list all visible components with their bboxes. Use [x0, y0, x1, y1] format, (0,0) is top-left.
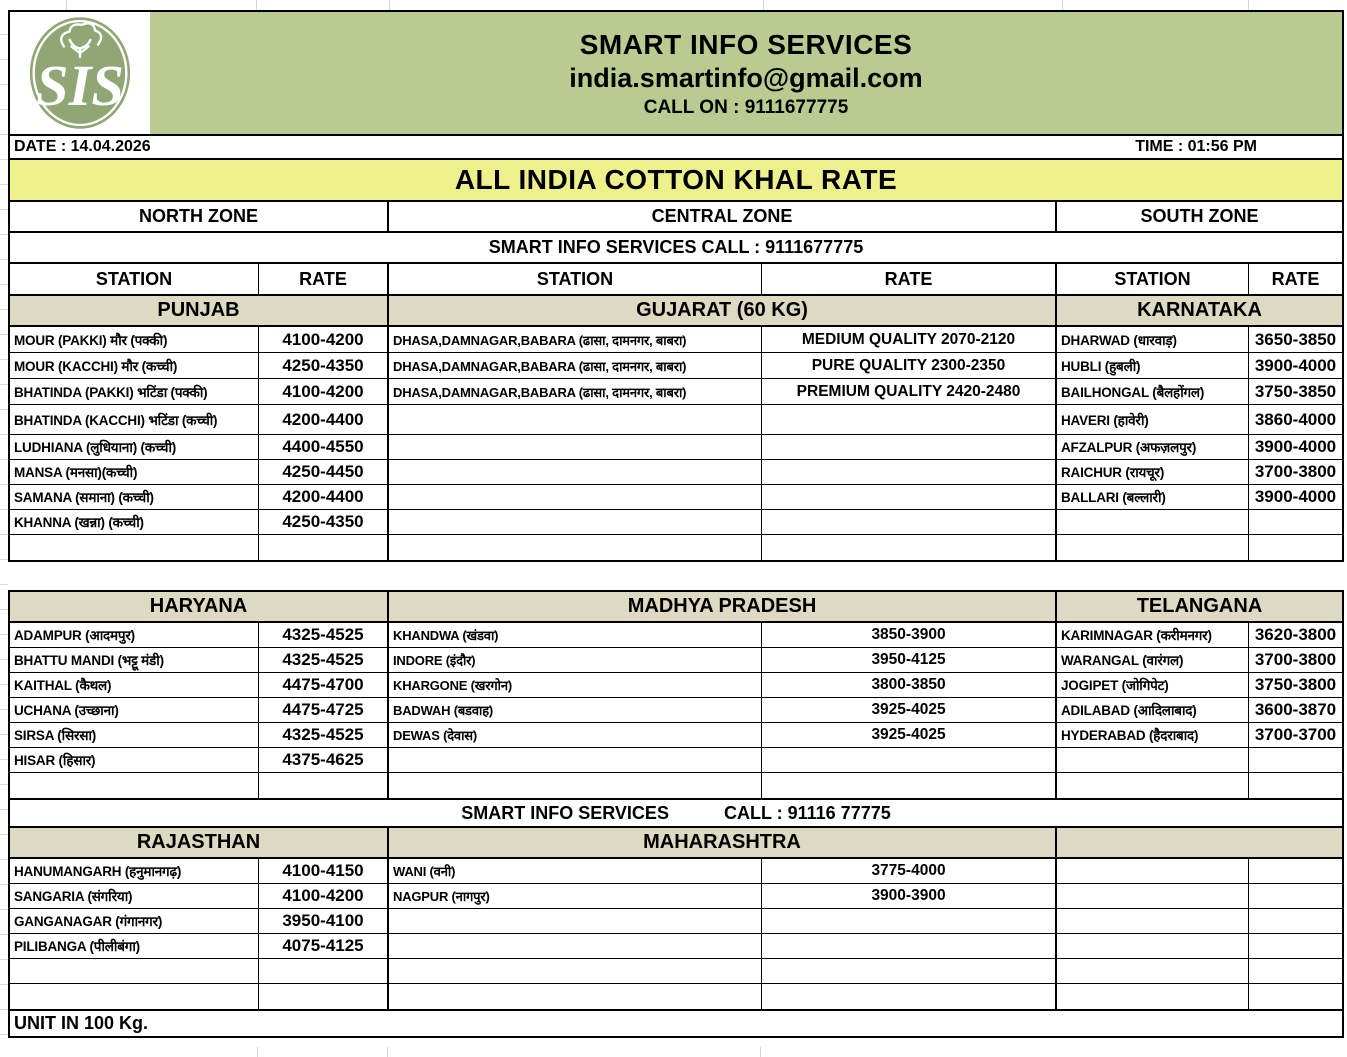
- rate-cell: 4200-4400: [259, 405, 389, 435]
- rate-cell: 4250-4350: [259, 353, 389, 379]
- rate-cell: [762, 460, 1057, 485]
- rate-cell: [1249, 535, 1342, 560]
- rate-cell: 3700-3700: [1249, 723, 1342, 748]
- station-cell: [389, 405, 762, 435]
- station-cell: [1057, 773, 1249, 798]
- section-header: MADHYA PRADESH: [389, 592, 1057, 621]
- info-mid-right: CALL : 91116 77775: [723, 802, 891, 823]
- zone-header-row: [8, 200, 1344, 233]
- station-cell: HUBLI (हुबली): [1057, 353, 1249, 379]
- station-cell: WARANGAL (वारंगल): [1057, 648, 1249, 673]
- rate-cell: 3775-4000: [762, 859, 1057, 884]
- rate-cell: 4100-4200: [259, 884, 389, 909]
- column-header: STATION: [389, 264, 762, 294]
- station-cell: [389, 748, 762, 773]
- rate-cell: [1249, 934, 1342, 959]
- rate-cell: [762, 984, 1057, 1009]
- rate-cell: PREMIUM QUALITY 2420-2480: [762, 379, 1057, 405]
- station-cell: [389, 435, 762, 460]
- column-header: STATION: [1057, 264, 1249, 294]
- table-row: [10, 327, 1342, 353]
- rate-cell: [1249, 884, 1342, 909]
- station-cell: KARIMNAGAR (करीमनगर): [1057, 623, 1249, 648]
- rate-cell: 4400-4550: [259, 435, 389, 460]
- rate-cell: [1249, 859, 1342, 884]
- time-label: TIME : 01:56 PM: [1135, 138, 1257, 155]
- table-row: [10, 485, 1342, 510]
- station-cell: RAICHUR (रायचूर): [1057, 460, 1249, 485]
- spacer: [8, 562, 1344, 590]
- rate-cell: [762, 405, 1057, 435]
- rate-cell: 4325-4525: [259, 648, 389, 673]
- station-cell: [389, 984, 762, 1009]
- rate-cell: 3700-3800: [1249, 460, 1342, 485]
- station-cell: JOGIPET (जोगिपेट): [1057, 673, 1249, 698]
- rate-cell: 4200-4400: [259, 485, 389, 510]
- station-cell: NAGPUR (नागपुर): [389, 884, 762, 909]
- rate-cell: [762, 909, 1057, 934]
- table-row: [10, 859, 1342, 884]
- table-row: [10, 535, 1342, 560]
- table-row: [10, 510, 1342, 535]
- station-cell: DHASA,DAMNAGAR,BABARA (ढासा, दामनगर, बाबरा): [389, 353, 762, 379]
- rate-cell: 3925-4025: [762, 723, 1057, 748]
- station-cell: KHANDWA (खंडवा): [389, 623, 762, 648]
- station-cell: HYDERABAD (हैदराबाद): [1057, 723, 1249, 748]
- station-cell: SIRSA (सिरसा): [10, 723, 259, 748]
- station-cell: [10, 773, 259, 798]
- station-cell: [389, 934, 762, 959]
- station-cell: [1057, 859, 1249, 884]
- table-row: [10, 773, 1342, 798]
- rate-cell: 3900-4000: [1249, 485, 1342, 510]
- rate-cell: 4375-4625: [259, 748, 389, 773]
- rate-cell: 3620-3800: [1249, 623, 1342, 648]
- company-call-on: CALL ON : 9111677775: [643, 96, 849, 118]
- table-row: [10, 435, 1342, 460]
- table-row: [10, 723, 1342, 748]
- station-cell: [10, 535, 259, 560]
- gridline: [387, 1047, 388, 1057]
- rate-cell: 4250-4450: [259, 460, 389, 485]
- rate-cell: 4475-4725: [259, 698, 389, 723]
- zone-header: SOUTH ZONE: [1140, 206, 1259, 226]
- station-cell: MOUR (PAKKI) मौर (पक्की): [10, 327, 259, 353]
- gridline: [256, 0, 257, 10]
- rate-cell: [259, 984, 389, 1009]
- rate-cell: [762, 435, 1057, 460]
- station-cell: BHATINDA (KACCHI) भटिंडा (कच्ची): [10, 405, 259, 435]
- rate-cell: 3950-4100: [259, 909, 389, 934]
- rate-cell: 4325-4525: [259, 623, 389, 648]
- table-row: [10, 909, 1342, 934]
- station-cell: SAMANA (समाना) (कच्ची): [10, 485, 259, 510]
- section-header-row: [10, 296, 1342, 327]
- gridline: [1248, 0, 1249, 10]
- station-cell: DHARWAD (धारवाड़): [1057, 327, 1249, 353]
- column-header: RATE: [762, 264, 1057, 294]
- gridline: [760, 1047, 761, 1057]
- column-header-row: [8, 262, 1344, 296]
- station-cell: [1057, 934, 1249, 959]
- rate-cell: [259, 959, 389, 984]
- rate-cell: [762, 535, 1057, 560]
- rate-cell: [762, 748, 1057, 773]
- station-cell: KHANNA (खन्ना) (कच्ची): [10, 510, 259, 535]
- station-cell: BHATINDA (PAKKI) भटिंडा (पक्की): [10, 379, 259, 405]
- station-cell: [10, 959, 259, 984]
- table-row: [10, 984, 1342, 1009]
- gridline: [257, 1047, 258, 1057]
- rate-cell: 3750-3850: [1249, 379, 1342, 405]
- rate-cell: [1249, 773, 1342, 798]
- station-cell: [10, 984, 259, 1009]
- zone-header: NORTH ZONE: [10, 202, 389, 231]
- rate-cell: [762, 510, 1057, 535]
- info-row-top: [8, 231, 1344, 264]
- table-row: [10, 959, 1342, 984]
- section-header: MAHARASHTRA: [389, 828, 1057, 857]
- header-band: [8, 10, 1344, 136]
- station-cell: DHASA,DAMNAGAR,BABARA (ढासा, दामनगर, बाबरा): [389, 327, 762, 353]
- sis-cotton-logo-icon: [28, 14, 132, 132]
- station-cell: [1057, 909, 1249, 934]
- station-cell: [1057, 748, 1249, 773]
- section-header: GUJARAT (60 KG): [389, 296, 1057, 325]
- rate-block-3: [8, 826, 1344, 1011]
- rate-cell: 4100-4200: [259, 327, 389, 353]
- gridline: [1062, 0, 1063, 10]
- rate-cell: [1249, 510, 1342, 535]
- station-cell: AFZALPUR (अफज़लपुर): [1057, 435, 1249, 460]
- company-email: india.smartinfo@gmail.com: [569, 62, 923, 93]
- info-top-text: SMART INFO SERVICES CALL : 9111677775: [488, 237, 864, 257]
- table-row: [10, 353, 1342, 379]
- station-cell: SANGARIA (संगरिया): [10, 884, 259, 909]
- station-cell: BADWAH (बडवाह): [389, 698, 762, 723]
- section-header: RAJASTHAN: [10, 828, 389, 857]
- station-cell: [389, 460, 762, 485]
- rate-cell: 3950-4125: [762, 648, 1057, 673]
- rate-cell: [762, 934, 1057, 959]
- info-row-mid: [8, 798, 1344, 828]
- station-cell: [1057, 884, 1249, 909]
- header-green-panel: [150, 12, 1342, 134]
- info-mid-left: SMART INFO SERVICES: [461, 802, 669, 823]
- logo-cell: [10, 12, 150, 134]
- rate-cell: [1249, 959, 1342, 984]
- svg-text:SIS: SIS: [36, 53, 124, 119]
- rate-cell: 3900-3900: [762, 884, 1057, 909]
- unit-note-row: [8, 1009, 1344, 1038]
- rate-cell: [1249, 748, 1342, 773]
- station-cell: [389, 485, 762, 510]
- station-cell: [1057, 959, 1249, 984]
- rate-cell: [1249, 909, 1342, 934]
- table-row: [10, 698, 1342, 723]
- station-cell: BAILHONGAL (बैलहोंगल): [1057, 379, 1249, 405]
- station-cell: [389, 535, 762, 560]
- section-header: PUNJAB: [10, 296, 389, 325]
- station-cell: WANI (वनी): [389, 859, 762, 884]
- rate-cell: PURE QUALITY 2300-2350: [762, 353, 1057, 379]
- section-header: [1057, 828, 1342, 857]
- station-cell: [389, 959, 762, 984]
- rate-cell: 3900-4000: [1249, 353, 1342, 379]
- rate-cell: 3600-3870: [1249, 698, 1342, 723]
- station-cell: DHASA,DAMNAGAR,BABARA (ढासा, दामनगर, बाबरा): [389, 379, 762, 405]
- table-row: [10, 884, 1342, 909]
- rate-cell: 3925-4025: [762, 698, 1057, 723]
- station-cell: KAITHAL (कैथल): [10, 673, 259, 698]
- table-row: [10, 934, 1342, 959]
- table-row: [10, 623, 1342, 648]
- station-cell: PILIBANGA (पीलीबंगा): [10, 934, 259, 959]
- section-header: TELANGANA: [1136, 595, 1263, 617]
- station-cell: INDORE (इंदौर): [389, 648, 762, 673]
- rate-cell: 3700-3800: [1249, 648, 1342, 673]
- date-label: DATE : 14.04.2026: [14, 138, 151, 155]
- column-header: RATE: [1271, 268, 1320, 289]
- rate-cell: 4100-4150: [259, 859, 389, 884]
- column-header: STATION: [10, 264, 259, 294]
- rate-cell: [762, 959, 1057, 984]
- gridline: [66, 0, 67, 10]
- station-cell: [1057, 535, 1249, 560]
- zone-header: CENTRAL ZONE: [389, 202, 1057, 231]
- table-row: [10, 648, 1342, 673]
- station-cell: LUDHIANA (लुधियाना) (कच्ची): [10, 435, 259, 460]
- rate-cell: 4325-4525: [259, 723, 389, 748]
- station-cell: MOUR (KACCHI) मौर (कच्ची): [10, 353, 259, 379]
- section-header: KARNATAKA: [1137, 299, 1262, 321]
- station-cell: UCHANA (उच्छाना): [10, 698, 259, 723]
- company-name: SMART INFO SERVICES: [579, 28, 913, 60]
- rate-cell: 4250-4350: [259, 510, 389, 535]
- rate-cell: 3850-3900: [762, 623, 1057, 648]
- station-cell: ADILABAD (आदिलाबाद): [1057, 698, 1249, 723]
- gridline: [389, 0, 390, 10]
- rate-cell: MEDIUM QUALITY 2070-2120: [762, 327, 1057, 353]
- station-cell: HANUMANGARH (हनुमानगढ़): [10, 859, 259, 884]
- rate-cell: [1249, 984, 1342, 1009]
- rate-cell: [259, 535, 389, 560]
- rate-cell: 3860-4000: [1249, 405, 1342, 435]
- station-cell: [1057, 984, 1249, 1009]
- rate-cell: 3650-3850: [1249, 327, 1342, 353]
- station-cell: BHATTU MANDI (भट्टू मंडी): [10, 648, 259, 673]
- station-cell: HAVERI (हावेरी): [1057, 405, 1249, 435]
- banner-title: ALL INDIA COTTON KHAL RATE: [8, 158, 1344, 202]
- rate-cell: 3800-3850: [762, 673, 1057, 698]
- unit-note: UNIT IN 100 Kg.: [14, 1013, 149, 1033]
- section-header: HARYANA: [10, 592, 389, 621]
- station-cell: [1057, 510, 1249, 535]
- left-gutter-gridlines: [0, 10, 8, 1047]
- table-row: [10, 460, 1342, 485]
- station-cell: DEWAS (देवास): [389, 723, 762, 748]
- station-cell: GANGANAGAR (गंगानगर): [10, 909, 259, 934]
- table-row: [10, 405, 1342, 435]
- station-cell: KHARGONE (खरगोन): [389, 673, 762, 698]
- station-cell: BALLARI (बल्लारी): [1057, 485, 1249, 510]
- rate-cell: 4075-4125: [259, 934, 389, 959]
- rate-cell: 4475-4700: [259, 673, 389, 698]
- rate-cell: 3900-4000: [1249, 435, 1342, 460]
- table-row: [10, 748, 1342, 773]
- station-cell: MANSA (मनसा)(कच्ची): [10, 460, 259, 485]
- station-cell: [389, 510, 762, 535]
- table-row: [10, 673, 1342, 698]
- rate-block-2: [8, 590, 1344, 800]
- gridline: [763, 0, 764, 10]
- rate-cell: [762, 773, 1057, 798]
- sheet: [8, 10, 1344, 1038]
- rate-cell: 3750-3800: [1249, 673, 1342, 698]
- column-header: RATE: [259, 264, 389, 294]
- rate-block-1: [8, 294, 1344, 562]
- rate-cell: 4100-4200: [259, 379, 389, 405]
- station-cell: [389, 773, 762, 798]
- table-row: [10, 379, 1342, 405]
- section-header-row: [10, 592, 1342, 623]
- station-cell: [389, 909, 762, 934]
- rate-cell: [762, 485, 1057, 510]
- station-cell: HISAR (हिसार): [10, 748, 259, 773]
- section-header-row: [10, 828, 1342, 859]
- rate-cell: [259, 773, 389, 798]
- date-time-row: [8, 134, 1344, 160]
- station-cell: ADAMPUR (आदमपुर): [10, 623, 259, 648]
